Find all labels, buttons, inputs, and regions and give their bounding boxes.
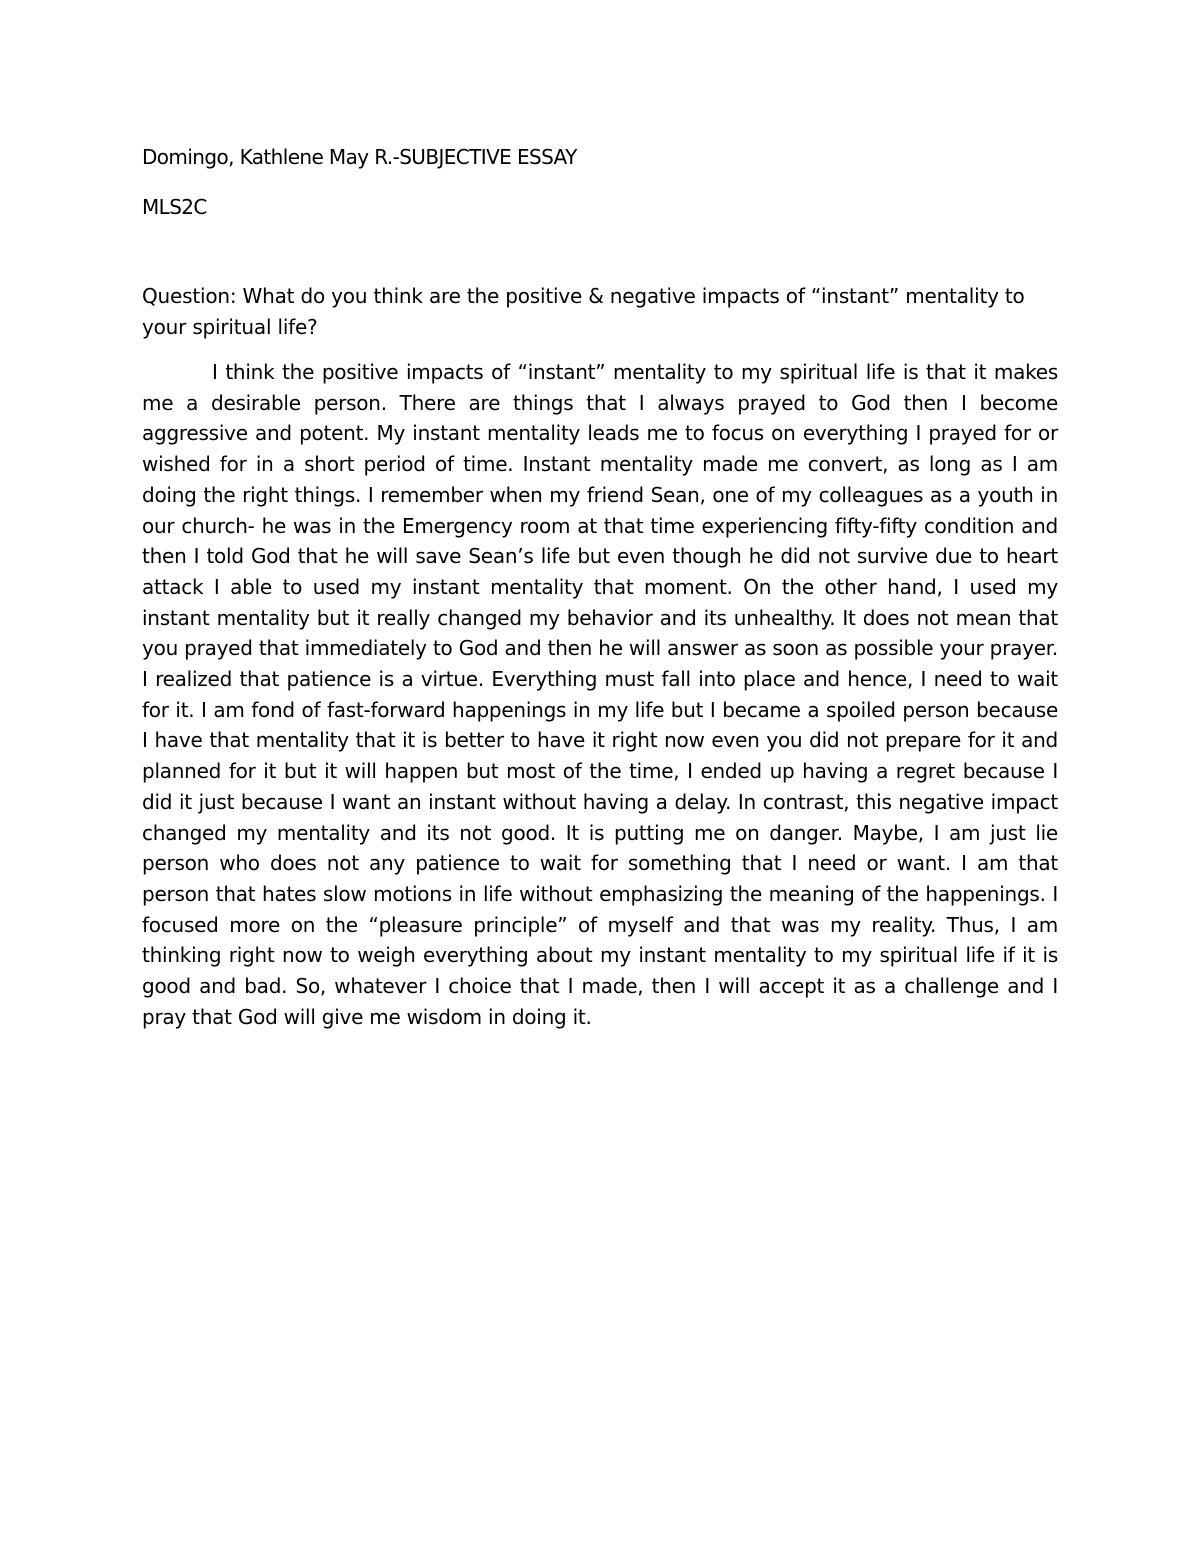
essay-body-paragraph: I think the positive impacts of “instant” mentality to my spiritual life is that it makes me a desirable person. There are things that I always prayed to God then I become aggressive and potent. My instant mentality leads me to focus on everything I prayed for or wished for in a short period of time. Instant mentality made me convert, as long as I am doing the right things. I remember when my friend Sean, one of my colleagues as a youth in our church- he was in the Emergency room at that time experiencing fifty-fifty condition and then I told God that he will save Sean’s life but even though he did not survive due to heart attack I able to used my instant mentality that moment. On the other hand, I used my instant mentality but it really changed my behavior and its unhealthy. It does not mean that you prayed that immediately to God and then he will answer as soon as possible your prayer. I realized that patience is a virtue. Everything must fall into place and hence, I need to wait for it. I am fond of fast-forward happenings in my life but I became a spoiled person because I have that mentality that it is better to have it right now even you did not prepare for it and planned for it but it will happen but most of the time, I ended up having a regret because I did it just because I want an instant without having a delay. In contrast, this negative impact changed my mentality and its not good. It is putting me on danger. Maybe, I am just lie person who does not any patience to wait for something that I need or want. I am that person that hates slow motions in life without emphasizing the meaning of the happenings. I focused more on the “pleasure principle” of myself and that was my reality. Thus, I am thinking right now to weigh everything about my instant mentality to my spiritual life if it is good and bad. So, whatever I choice that I made, then I will accept it as a challenge and I pray that God will give me wisdom in doing it. bbox=[142, 360, 1058, 1029]
essay-question: Question: What do you think are the positive & negative impacts of “instant” mentality to your spiritual life? bbox=[142, 284, 1025, 339]
class-section-line: MLS2C bbox=[142, 195, 207, 219]
author-title-line: Domingo, Kathlene May R.-SUBJECTIVE ESSAY bbox=[142, 145, 577, 169]
